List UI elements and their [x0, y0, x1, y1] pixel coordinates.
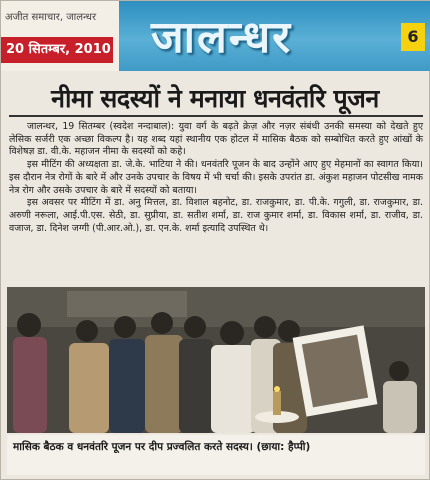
headline-rule — [9, 115, 423, 117]
article-body — [9, 121, 423, 235]
masthead — [1, 1, 430, 71]
news-photo — [7, 287, 425, 433]
photo-caption: मासिक बैठक व धनवंतरि पूजन पर दीप प्रज्वलित करते सदस्य। (छाया: हैप्पी) — [7, 435, 425, 475]
article-paragraph: इस मीटिंग की अध्यक्षता डा. जे.के. भाटिया ने की। धनवंतरि पूजन के बाद उन्होंने आए हुए मेहमानों का स्वागत किया। इस दौरान नेत्र रोगों के बारे में और उनके उपचार के विषय में भी चर्चा की। इसके उपरांत डा. अंकुश महाजन पोटसीख नामक नेत्र रोग और उसके उपचार के बारे में सदस्यों को बताया। — [9, 159, 423, 196]
article-paragraph: इस अवसर पर मीटिंग में डा. अनु मित्तल, डा. विशाल बहनोट, डा. राजकुमार, डा. पी.के. गगुली, डा. राजकुमार, डा. अरुणी नरूला, आई.पी.एस. सेठी, डा. सुप्रीया, डा. सतीश शर्मा, डा. राज कुमार शर्मा, डा. विकास शर्मा, डा. राजीव, डा. वजाज, डा. दिनेश जग्गी (पी.आर.ओ.), डा. एन.के. शर्मा इत्यादि उपस्थित थे। — [9, 197, 423, 234]
page-number-badge: 6 — [401, 23, 425, 51]
masthead-left-panel — [1, 1, 119, 71]
paper-name: अजीत समाचार, जालन्धर — [5, 12, 97, 23]
news-photo-graphic — [7, 287, 425, 433]
article-paragraph: जालन्धर, 19 सितम्बर (स्वदेश नन्दाबाल): युवा वर्ग के बढ़ते क्रेज़ और नज़र संबंधी उनकी समस्या को देखते हुए लेसिक सर्जरी एक अच्छा विकल्प है। यह शब्द यहां स्थानीय एक होटल में मासिक बैठक को सम्बोधित करते हुए आंखों के विशेषज्ञ डा. वी.के. महाजन नीमा के सदस्यों को कहे। — [9, 121, 423, 158]
section-city-title: जालन्धर — [151, 12, 293, 63]
article-headline: नीमा सदस्यों ने मनाया धनवंतरि पूजन — [51, 84, 379, 113]
edition-date: 20 सितम्बर, 2010 — [1, 37, 113, 63]
